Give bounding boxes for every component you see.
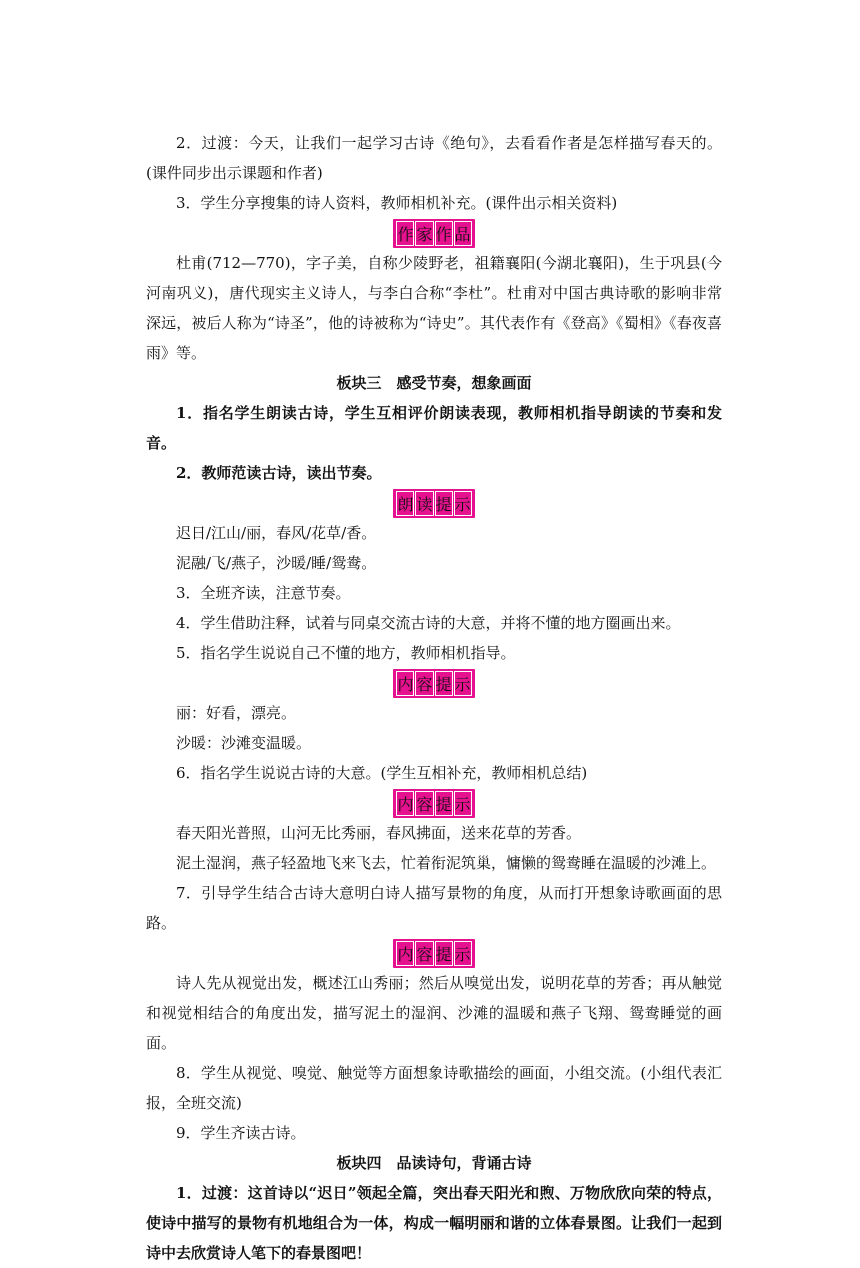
step-4-1: 1．过渡：这首诗以“迟日”领起全篇，突出春天阳光和煦、万物欣欣向荣的特点，使诗中描写的景物有机地组合为一体，构成一幅明丽和谐的立体春景图。让我们一起到诗中去欣赏诗人笔下的春景图吧！	[146, 1184, 722, 1262]
tag-char: 提	[435, 491, 453, 516]
tag-char: 示	[454, 491, 472, 516]
tag-content-tips	[146, 938, 722, 968]
tag-char: 提	[435, 791, 453, 816]
note-shanuan: 沙暖：沙滩变温暖。	[176, 734, 312, 752]
step-3-7: 7．引导学生结合古诗大意明白诗人描写景物的角度，从而打开想象诗歌画面的思路。	[146, 884, 722, 932]
meaning-line-2: 泥土湿润，燕子轻盈地飞来飞去，忙着衔泥筑巢，慵懒的鸳鸯睡在温暖的沙滩上。	[176, 854, 717, 872]
step-3-2: 2．教师范读古诗，读出节奏。	[176, 464, 382, 482]
tag-char: 内	[396, 791, 414, 816]
tag-content-tips	[146, 668, 722, 698]
tag-char: 示	[454, 941, 472, 966]
tag-char: 作	[396, 221, 414, 246]
note-li: 丽：好看，漂亮。	[176, 704, 297, 722]
tag-author-works	[146, 218, 722, 248]
tag-char: 读	[415, 491, 433, 516]
document-body	[146, 128, 722, 1268]
tag-reading-tips	[146, 488, 722, 518]
tag-char: 提	[435, 671, 453, 696]
tag-char: 内	[396, 941, 414, 966]
meaning-line-1: 春天阳光普照，山河无比秀丽，春风拂面，送来花草的芳香。	[176, 824, 582, 842]
tag-char: 示	[454, 671, 472, 696]
tag-char: 容	[415, 671, 433, 696]
tag-char: 内	[396, 671, 414, 696]
step-3-6: 6．指名学生说说古诗的大意。(学生互相补充，教师相机总结)	[176, 764, 588, 782]
paragraph-transition: 2．过渡：今天，让我们一起学习古诗《绝句》，去看看作者是怎样描写春天的。(课件同步出示课题和作者)	[146, 134, 722, 182]
paragraph-angle: 诗人先从视觉出发，概述江山秀丽；然后从嗅觉出发，说明花草的芳香；再从触觉和视觉相结合的角度出发，描写泥土的湿润、沙滩的温暖和燕子飞翔、鸳鸯睡觉的画面。	[146, 974, 722, 1052]
rhythm-line-1: 迟日/江山/丽，春风/花草/香。	[176, 524, 377, 542]
section-4-title: 板块四 品读诗句，背诵古诗	[336, 1154, 532, 1172]
step-3-9: 9．学生齐读古诗。	[176, 1124, 306, 1142]
tag-char: 朗	[396, 491, 414, 516]
paragraph-share-info: 3．学生分享搜集的诗人资料，教师相机补充。(课件出示相关资料)	[176, 194, 618, 212]
section-3-title: 板块三 感受节奏，想象画面	[336, 374, 532, 392]
tag-char: 容	[415, 791, 433, 816]
tag-char: 提	[435, 941, 453, 966]
paragraph-author-bio: 杜甫(712—770)，字子美，自称少陵野老，祖籍襄阳(今湖北襄阳)，生于巩县(今河南巩义)，唐代现实主义诗人，与李白合称“李杜”。杜甫对中国古典诗歌的影响非常深远，被后人称为“诗圣”，他的诗被称为“诗史”。其代表作有《登高》《蜀相》《春夜喜雨》等。	[146, 254, 722, 362]
step-3-1: 1．指名学生朗读古诗，学生互相评价朗读表现，教师相机指导朗读的节奏和发音。	[146, 404, 722, 452]
rhythm-line-2: 泥融/飞/燕子，沙暖/睡/鸳鸯。	[176, 554, 377, 572]
tag-char: 作	[435, 221, 453, 246]
tag-char: 示	[454, 791, 472, 816]
step-3-5: 5．指名学生说说自己不懂的地方，教师相机指导。	[176, 644, 516, 662]
step-3-8: 8．学生从视觉、嗅觉、触觉等方面想象诗歌描绘的画面，小组交流。(小组代表汇报，全班交流)	[146, 1064, 722, 1112]
tag-char: 容	[415, 941, 433, 966]
step-3-4: 4．学生借助注释，试着与同桌交流古诗的大意，并将不懂的地方圈画出来。	[176, 614, 681, 632]
step-3-3: 3．全班齐读，注意节奏。	[176, 584, 351, 602]
tag-char: 品	[454, 221, 472, 246]
tag-content-tips	[146, 788, 722, 818]
tag-char: 家	[415, 221, 433, 246]
